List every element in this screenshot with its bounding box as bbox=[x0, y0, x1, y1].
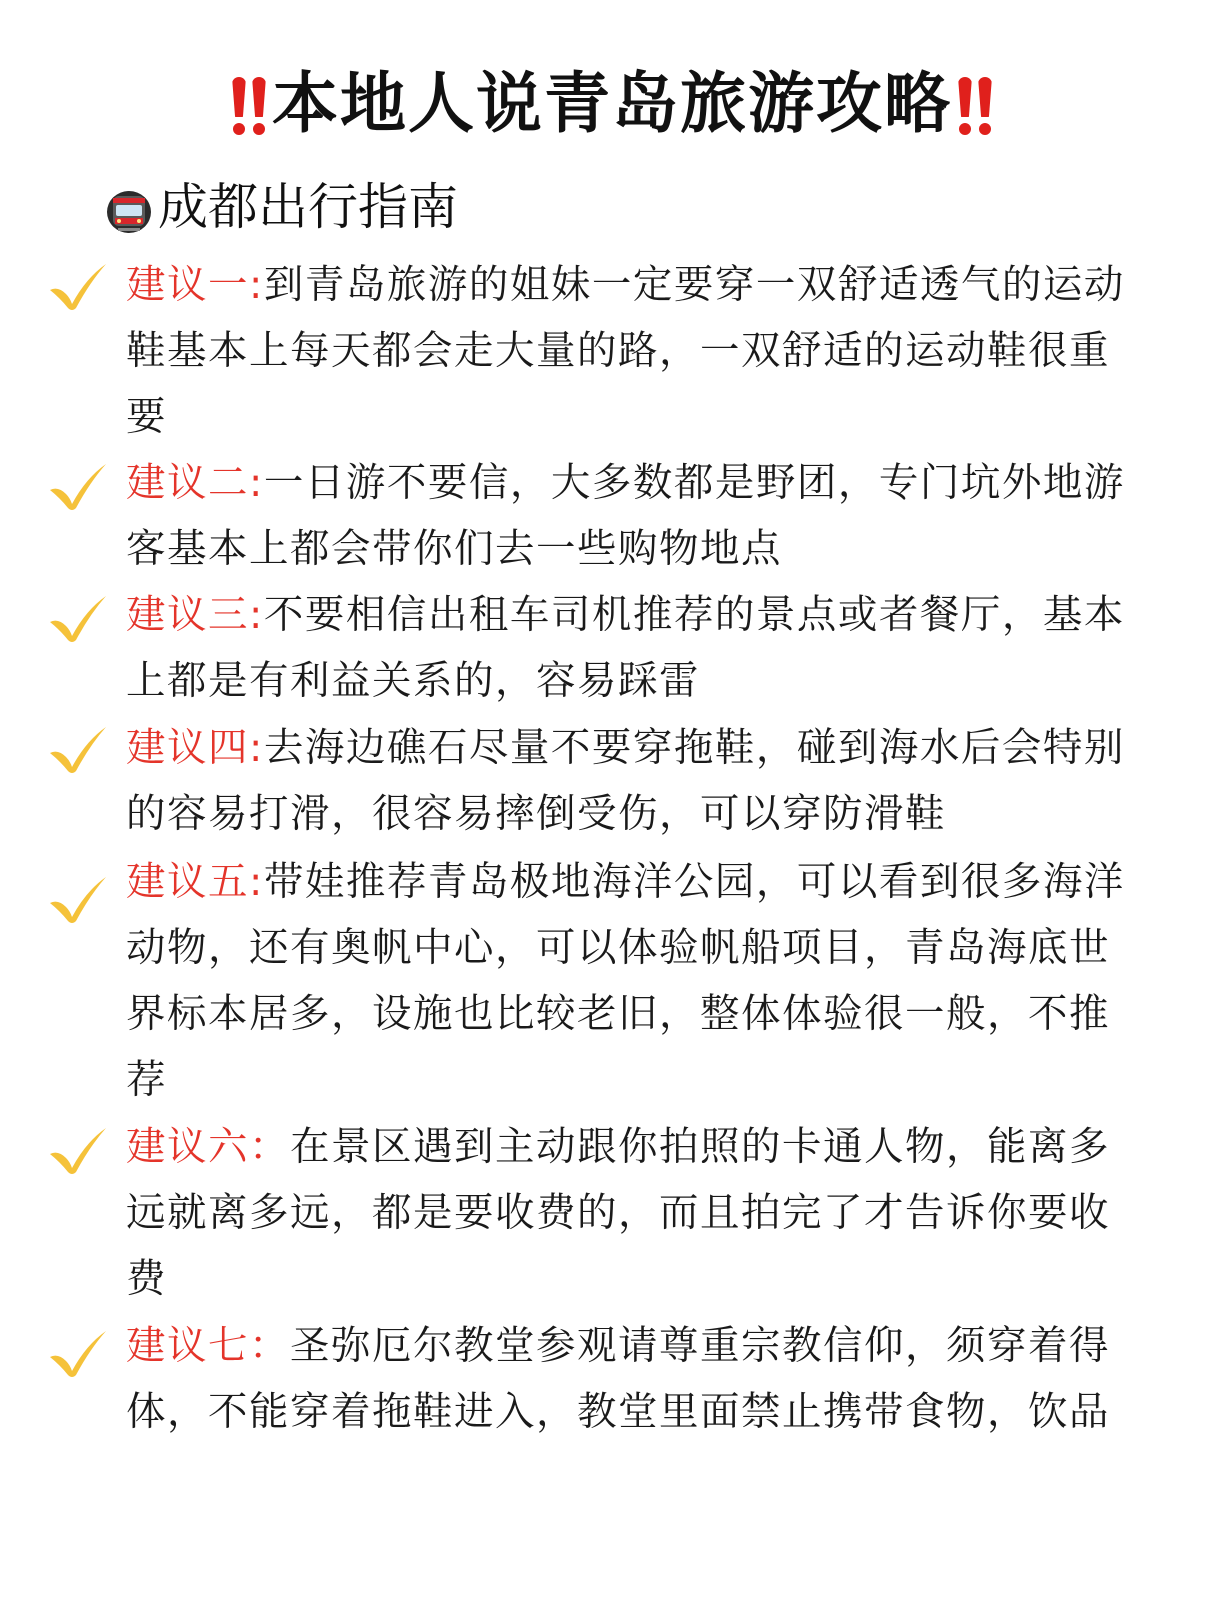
tip-body: 不要相信出租车司机推荐的景点或者餐厅，基本上都是有利益关系的，容易踩雷 bbox=[126, 592, 1125, 704]
checkmark-icon bbox=[46, 460, 110, 512]
tip-label: 建议四: bbox=[126, 725, 264, 771]
checkmark-icon bbox=[46, 723, 110, 775]
tip-body: 到青岛旅游的姐妹一定要穿一双舒适透气的运动鞋基本上每天都会走大量的路，一双舒适的运动鞋很重要 bbox=[126, 262, 1125, 440]
subtitle: 成都出行指南 bbox=[158, 178, 458, 236]
tip-text bbox=[126, 715, 1141, 847]
tip-text bbox=[126, 1313, 1141, 1445]
tip-body: 带娃推荐青岛极地海洋公园，可以看到很多海洋动物，还有奥帆中心，可以体验帆船项目，青岛海底世界标本居多，设施也比较老旧，整体体验很一般，不推荐 bbox=[126, 859, 1125, 1103]
metro-train-icon bbox=[104, 186, 154, 236]
tip-body: 圣弥厄尔教堂参观请尊重宗教信仰，须穿着得体，不能穿着拖鞋进入，教堂里面禁止携带食物，饮品 bbox=[126, 1323, 1110, 1435]
subtitle-row bbox=[104, 172, 458, 242]
tip-text bbox=[126, 582, 1141, 714]
checkmark-icon bbox=[46, 873, 110, 925]
tip-label: 建议三: bbox=[126, 592, 264, 638]
tip-body: 在景区遇到主动跟你拍照的卡通人物，能离多远就离多远，都是要收费的，而且拍完了才告诉你要收费 bbox=[126, 1124, 1110, 1302]
tip-body: 去海边礁石尽量不要穿拖鞋，碰到海水后会特别的容易打滑，很容易摔倒受伤，可以穿防滑鞋 bbox=[126, 725, 1125, 837]
checkmark-icon bbox=[46, 592, 110, 644]
tip-text bbox=[126, 849, 1141, 1113]
checkmark-icon bbox=[46, 1124, 110, 1176]
tip-text bbox=[126, 1114, 1141, 1312]
double-exclamation-icon bbox=[232, 71, 266, 137]
tip-text bbox=[126, 450, 1141, 582]
tip-label: 建议五: bbox=[126, 859, 264, 905]
tip-text bbox=[126, 252, 1141, 450]
tip-label: 建议七： bbox=[126, 1323, 290, 1369]
tip-body: 一日游不要信，大多数都是野团，专门坑外地游客基本上都会带你们去一些购物地点 bbox=[126, 460, 1125, 572]
checkmark-icon bbox=[46, 260, 110, 312]
tip-label: 建议六： bbox=[126, 1124, 290, 1170]
checkmark-icon bbox=[46, 1327, 110, 1379]
page-title: 本地人说青岛旅游攻略 bbox=[272, 65, 952, 142]
tip-label: 建议二: bbox=[126, 460, 264, 506]
title-row bbox=[0, 62, 1224, 146]
double-exclamation-icon bbox=[958, 71, 992, 137]
tip-label: 建议一: bbox=[126, 262, 264, 308]
